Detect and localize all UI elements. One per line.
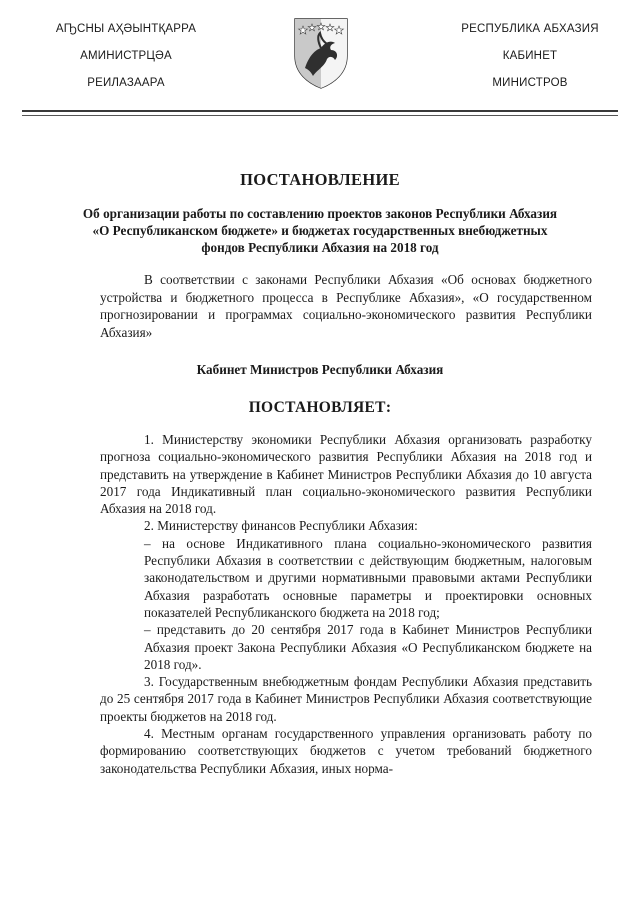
header-right-line-3: МИНИСТРОВ (492, 77, 568, 89)
paragraph-1: 1. Министерству экономики Республики Абхазия организовать разработку прогноза социально-экономического развития Республики Абхазия на 2018 год и представить на утверждение в Кабинет Министров Республики Абхазия до 10 августа 2017 года Индикативный план социально-экономического развития Республики Абхазия на 2018 год. (100, 432, 592, 517)
header-left-abkhaz (36, 22, 216, 103)
paragraph-2: 2. Министерству финансов Республики Абхазия: (144, 518, 418, 534)
intro-paragraph: В соответствии с законами Республики Абхазия «Об основах бюджетного устройства и бюджетного процесса в Республике Абхазия», «О государственном прогнозировании и программах социально-экономического развития Республики Абхазия» (100, 272, 592, 340)
document-subject: Об организации работы по составлению проектов законов Республики Абхазия «О Республиканском бюджете» и бюджетах государственных внебюджетных фондов Республики Абхазия на 2018 год (82, 206, 558, 255)
document-body (100, 431, 592, 777)
header-left-line-2: АМИНИСТРЦӘА (80, 50, 172, 62)
header-divider-thin (22, 115, 618, 116)
header-divider-thick (22, 110, 618, 112)
paragraph-2-item-a: – на основе Индикативного плана социально-экономического развития Республики Абхазия в соответствии с действующим бюджетным, налоговым законодательством и другими нормативными правовыми актами Республики Абхазия разработать основные параметры и проектировки основных показателей Республиканского бюджета на 2018 год; (144, 535, 592, 620)
header-right-line-1: РЕСПУБЛИКА АБХАЗИЯ (461, 23, 599, 35)
header-right-russian (440, 22, 620, 103)
header-right-line-2: КАБИНЕТ (502, 50, 558, 62)
header-left-line-1: АҦСНЫ АҲӘЫНТҚАРРА (55, 23, 197, 35)
paragraph-2-item-b: – представить до 20 сентября 2017 года в Кабинет Министров Республики Абхазия проект Закона Республики Абхазия «О Республиканском бюджете на 2018 год». (144, 622, 592, 672)
decrees-heading: ПОСТАНОВЛЯЕТ: (248, 399, 392, 416)
coat-of-arms-icon (291, 16, 351, 90)
document-title: ПОСТАНОВЛЕНИЕ (240, 170, 400, 189)
issuing-body: Кабинет Министров Республики Абхазия (196, 362, 444, 377)
header-left-line-3: РЕИЛАЗААРА (87, 77, 165, 89)
paragraph-3: 3. Государственным внебюджетным фондам Республики Абхазия представить до 25 сентября 2017 года в Кабинет Министров Республики Абхазия соответствующие проекты бюджетов на 2018 год. (100, 674, 592, 724)
paragraph-4: 4. Местным органам государственного управления организовать работу по формированию соответствующих бюджетов с учетом требований бюджетного законодательства Республики Абхазия, иных норма- (100, 726, 592, 776)
